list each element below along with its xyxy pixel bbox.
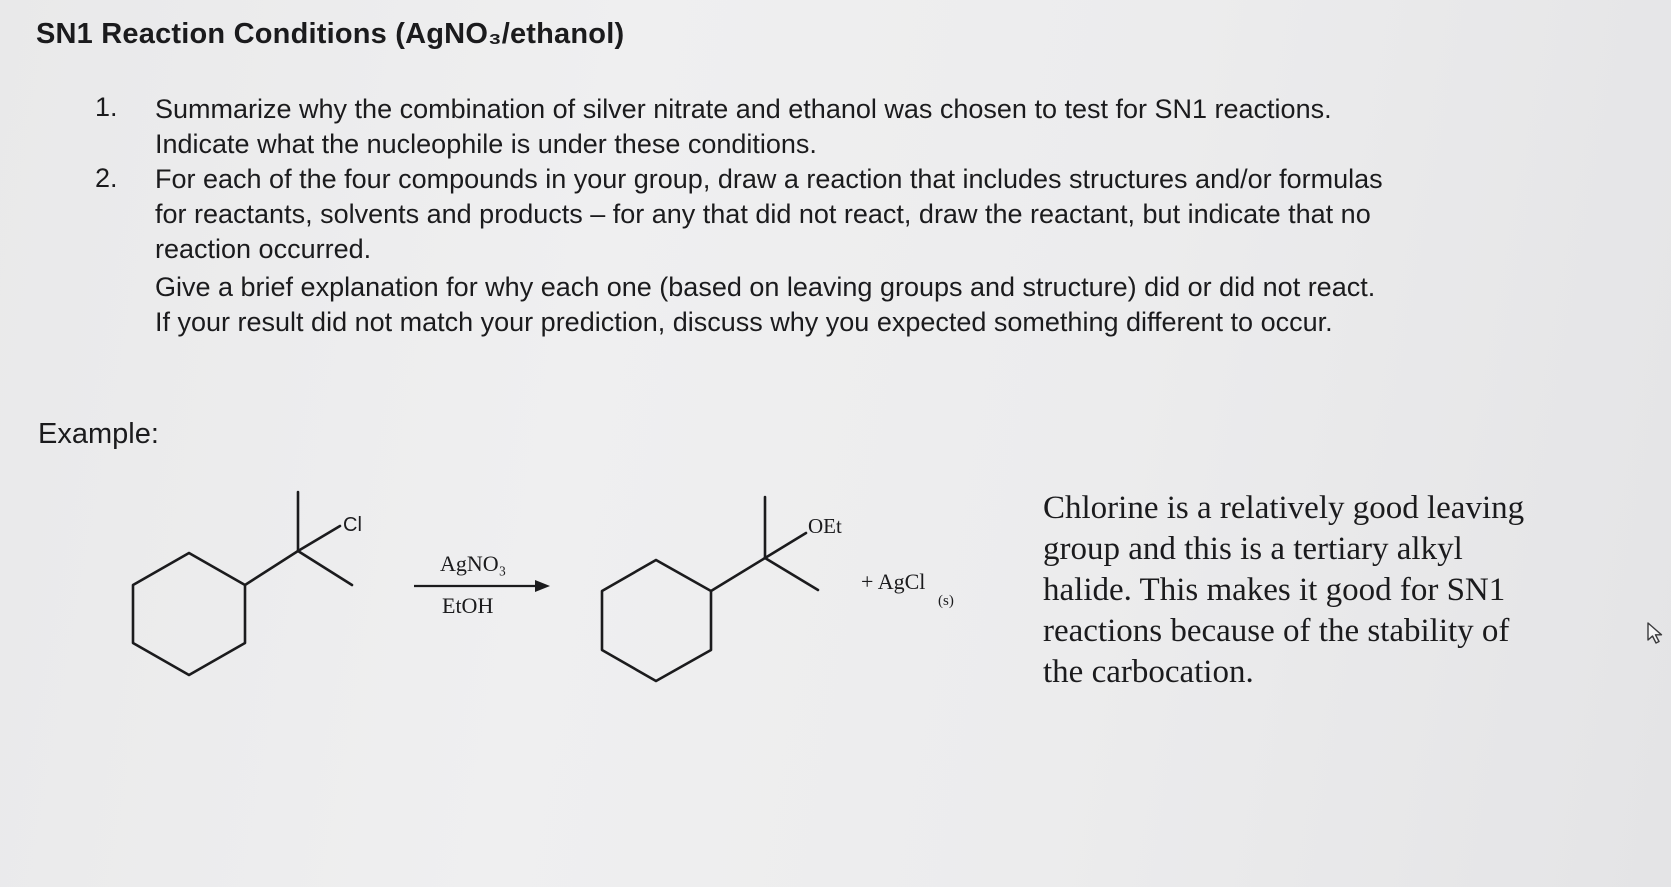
reactant-leaving-group-label: Cl — [343, 514, 362, 536]
reactant-methyl-right-bond — [298, 551, 352, 585]
explanation-line-3: halide. This makes it good for SN1 — [1043, 572, 1506, 608]
arrow-head-icon — [535, 580, 550, 592]
mouse-pointer-icon — [1646, 621, 1666, 645]
question-1-line-2: Indicate what the nucleophile is under these conditions. — [155, 129, 817, 159]
explanation-line-4: reactions because of the stability of — [1043, 613, 1510, 649]
product-c-o-bond — [765, 533, 806, 558]
question-2-line-3: reaction occurred. — [155, 234, 372, 264]
question-2-number: 2. — [95, 163, 118, 193]
question-1-line-1: Summarize why the combination of silver nitrate and ethanol was chosen to test for SN1 reactions. — [155, 94, 1332, 124]
explanation-line-1: Chlorine is a relatively good leaving — [1043, 490, 1525, 526]
reactant-ring-to-quaternary-bond — [245, 551, 298, 585]
explanation-line-2: group and this is a tertiary alkyl — [1043, 531, 1463, 567]
reactant-c-cl-bond — [298, 526, 340, 551]
product-methyl-right-bond — [765, 558, 818, 590]
explanation-line-5: the carbocation. — [1043, 654, 1254, 690]
example-label: Example: — [38, 418, 159, 450]
question-1-number: 1. — [95, 92, 118, 122]
product-group-label: OEt — [808, 514, 842, 538]
question-2-line-5: If your result did not match your prediction, discuss why you expected something different to occur. — [155, 307, 1333, 337]
reactant-cyclohexane-ring — [133, 553, 245, 675]
byproduct-state-label: (s) — [938, 593, 954, 609]
reactant-structure — [133, 492, 352, 675]
reagent-below-arrow: EtOH — [442, 593, 494, 618]
reagent-above-arrow: AgNO₃ — [440, 551, 507, 576]
document-title: SN1 Reaction Conditions (AgNO₃/ethanol) — [36, 18, 625, 50]
product-cyclohexane-ring — [602, 560, 711, 681]
question-2-line-2: for reactants, solvents and products – for any that did not react, draw the reactant, but indicate that no — [155, 199, 1371, 229]
question-2-line-1: For each of the four compounds in your group, draw a reaction that includes structures and/or formulas — [155, 164, 1383, 194]
question-2-line-4: Give a brief explanation for why each one (based on leaving groups and structure) did or did not react. — [155, 272, 1376, 302]
product-ring-to-quaternary-bond — [711, 558, 765, 591]
byproduct-label: + AgCl — [861, 569, 926, 594]
product-structure — [602, 497, 818, 681]
reaction-arrow — [414, 580, 550, 592]
